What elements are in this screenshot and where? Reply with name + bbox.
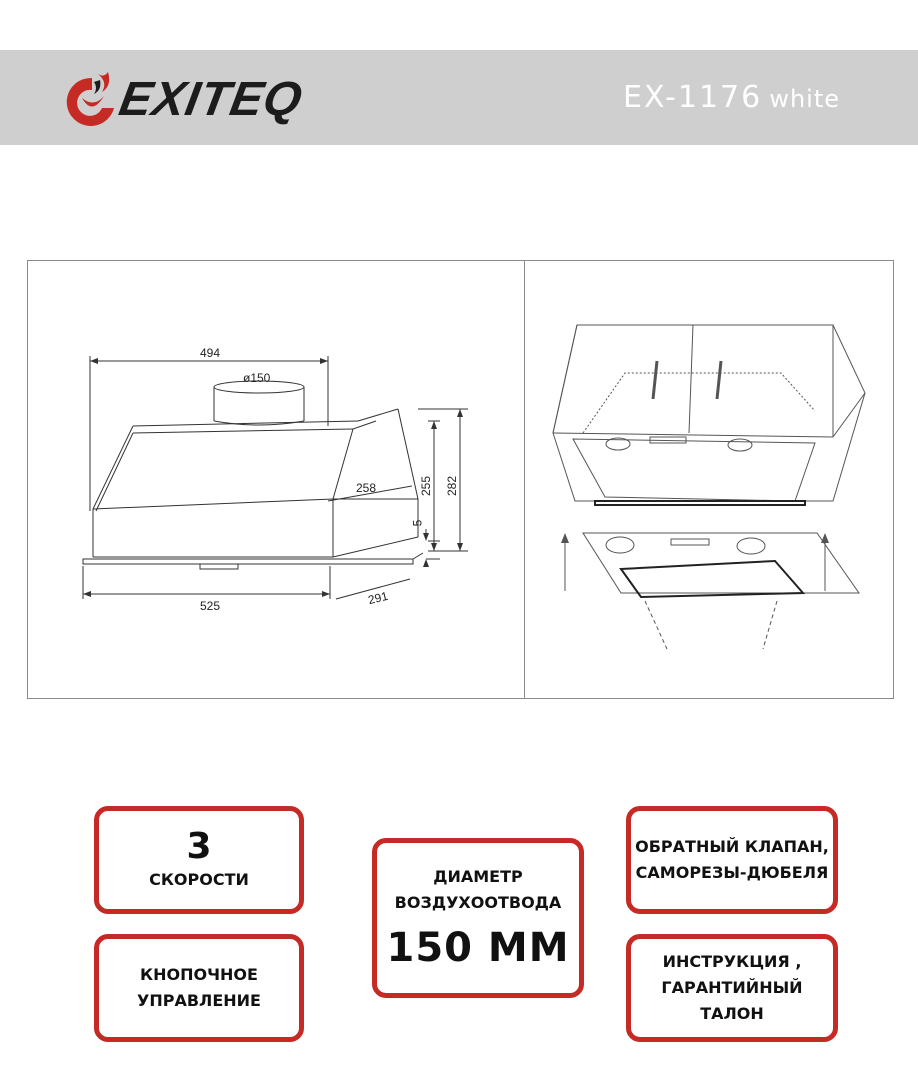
header-banner (0, 50, 918, 145)
dim-height-body: 255 (419, 475, 434, 497)
control-line2: УПРАВЛЕНИЕ (137, 991, 261, 1010)
installation-drawing-panel (524, 260, 894, 699)
dim-width-bottom: 525 (200, 599, 221, 613)
dim-depth-top: 258 (356, 481, 377, 495)
dim-height-total: 282 (445, 475, 460, 497)
dim-width-top: 494 (200, 346, 221, 360)
feature-docs-box (626, 934, 838, 1042)
dimension-drawing-panel (27, 260, 525, 699)
dim-duct-diameter: ø150 (243, 371, 271, 385)
feature-speeds-box (94, 806, 304, 914)
feature-control-box (94, 934, 304, 1042)
speeds-label: СКОРОСТИ (149, 870, 249, 889)
duct-value: 150 ММ (386, 925, 570, 971)
speeds-value: 3 (186, 826, 212, 867)
model-title (623, 80, 840, 115)
docs-line2: ГАРАНТИЙНЫЙ ТАЛОН (661, 978, 803, 1023)
control-line1: КНОПОЧНОЕ (140, 965, 258, 984)
docs-line1: ИНСТРУКЦИЯ , (662, 952, 802, 971)
installation-drawing (525, 261, 893, 698)
feature-duct-box (372, 838, 584, 998)
dim-depth-bottom: 291 (366, 588, 390, 608)
model-variant: white (769, 85, 840, 113)
valve-line2: САМОРЕЗЫ-ДЮБЕЛЯ (635, 863, 829, 882)
duct-line2: ВОЗДУХООТВОДА (394, 893, 562, 912)
model-number: EX-1176 (623, 80, 763, 115)
brand-logo (58, 68, 348, 132)
valve-line1: ОБРАТНЫЙ КЛАПАН, (635, 837, 829, 856)
dim-panel-thickness: 5 (410, 519, 425, 527)
feature-valve-box (626, 806, 838, 914)
duct-line1: ДИАМЕТР (433, 867, 523, 886)
brand-wordmark: EXITEQ (115, 73, 307, 126)
